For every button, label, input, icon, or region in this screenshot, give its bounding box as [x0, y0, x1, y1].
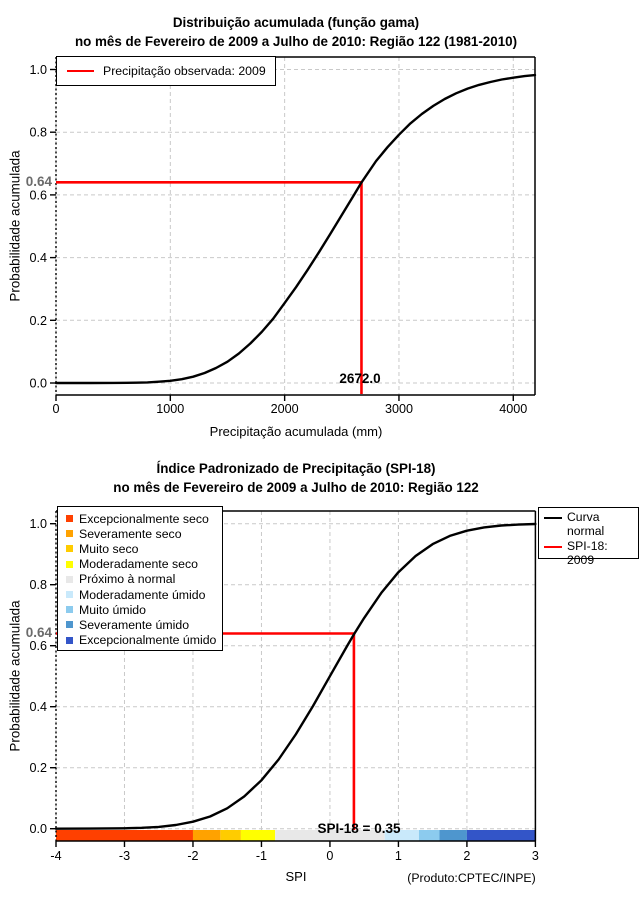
y-tick-label: 0.6 [29, 639, 47, 654]
legend-color-swatch [66, 621, 73, 628]
chart2-title: Índice Padronizado de Precipitação (SPI-18) [156, 461, 436, 476]
y-tick-label: 0.8 [29, 125, 47, 140]
legend-item [544, 540, 638, 567]
legend-item-label: Curva normal [567, 510, 605, 538]
chart1-title: Distribuição acumulada (função gama) [172, 15, 420, 30]
legend-color-swatch [66, 515, 73, 522]
legend-item-label: Severamente úmido [79, 617, 190, 632]
chart1-ylabel: Probabilidade acumulada [7, 150, 23, 302]
legend-line-swatch [544, 546, 562, 548]
x-tick-label: 4000 [499, 402, 528, 416]
x-tick-label: -2 [187, 849, 199, 863]
legend-color-swatch [66, 545, 73, 552]
legend-item [65, 511, 222, 526]
chart2-title-block [0, 459, 592, 497]
spi-category-band [440, 830, 467, 841]
red-line-swatch [67, 70, 94, 72]
spi-category-band [220, 830, 241, 841]
cdf-curve [56, 75, 535, 383]
chart2-spi-annotation: SPI-18 = 0.35 [317, 821, 401, 836]
chart1-ref-y-label: 0.64 [25, 174, 52, 189]
chart1-xlabel: Precipitação acumulada (mm) [209, 424, 383, 439]
legend-color-swatch [66, 606, 73, 613]
x-tick-label: 1000 [156, 402, 185, 416]
chart2-ref-y-label: 0.64 [25, 625, 52, 640]
legend-color-swatch [66, 561, 73, 568]
y-tick-label: 0.4 [29, 251, 47, 266]
legend-item-label: Moderadamente seco [79, 557, 198, 572]
legend-item-label: Excepcionalmente seco [79, 511, 209, 526]
legend-item [65, 617, 222, 632]
x-tick-label: 3 [531, 849, 539, 863]
curve-legend [538, 507, 639, 567]
legend-item [65, 526, 222, 541]
y-tick-label: 0.8 [29, 578, 47, 593]
x-tick-label: 1 [394, 849, 402, 863]
x-tick-label: 0 [326, 849, 334, 863]
curve-legend-items [544, 511, 638, 567]
legend-item-label: Moderadamente úmido [79, 587, 206, 602]
legend-item [65, 602, 222, 617]
chart2-xlabel: SPI [285, 869, 307, 884]
y-tick-label: 1.0 [29, 63, 47, 77]
legend-item-label: Muito seco [79, 541, 139, 556]
legend-color-swatch [66, 576, 73, 583]
legend-item-label: Severamente seco [79, 526, 182, 541]
x-tick-label: -4 [50, 849, 62, 863]
chart1-legend [56, 56, 276, 86]
y-tick-label: 0.0 [29, 822, 47, 837]
chart1-legend-label: Precipitação observada: 2009 [103, 64, 266, 78]
legend-item-label: Muito úmido [79, 602, 146, 617]
x-tick-label: 3000 [384, 402, 413, 416]
y-tick-label: 0.4 [29, 700, 47, 715]
legend-item [65, 587, 222, 602]
spi-category-band [193, 830, 220, 841]
y-tick-label: 1.0 [29, 517, 47, 532]
y-tick-label: 0.2 [29, 761, 47, 776]
legend-item [544, 511, 638, 538]
legend-item [65, 633, 222, 648]
y-tick-label: 0.6 [29, 188, 47, 203]
legend-color-swatch [66, 637, 73, 644]
spi-category-band [241, 830, 275, 841]
y-tick-label: 0.0 [29, 376, 47, 391]
spi-category-band [56, 830, 193, 841]
spi-category-legend [57, 506, 223, 651]
chart1-ref-x-label: 2672.0 [339, 371, 381, 386]
legend-item [65, 541, 222, 556]
chart1-subtitle: no mês de Fevereiro de 2009 a Julho de 2010: Região 122 (1981-2010) [74, 34, 518, 49]
legend-color-swatch [66, 591, 73, 598]
spi-category-legend-items [65, 511, 222, 648]
x-tick-label: 2000 [270, 402, 299, 416]
chart1-title-block [0, 13, 592, 51]
legend-item [65, 557, 222, 572]
legend-item [65, 572, 222, 587]
legend-item-label: SPI-18: 2009 [567, 539, 608, 567]
y-tick-label: 0.2 [29, 313, 47, 328]
chart2-ylabel: Probabilidade acumulada [7, 600, 23, 752]
x-tick-label: -3 [118, 849, 131, 863]
product-credit: (Produto:CPTEC/INPE) [407, 871, 536, 885]
legend-item-label: Próximo à normal [79, 572, 176, 587]
legend-color-swatch [66, 530, 73, 537]
spi-category-band [419, 830, 440, 841]
spi-category-band [467, 830, 535, 841]
legend-item-label: Excepcionalmente úmido [79, 633, 217, 648]
legend-line-swatch [544, 517, 562, 519]
x-tick-label: -1 [255, 849, 268, 863]
chart2-subtitle: no mês de Fevereiro de 2009 a Julho de 2010: Região 122 [113, 480, 479, 495]
x-tick-label: 2 [463, 849, 471, 863]
x-tick-label: 0 [52, 402, 60, 416]
